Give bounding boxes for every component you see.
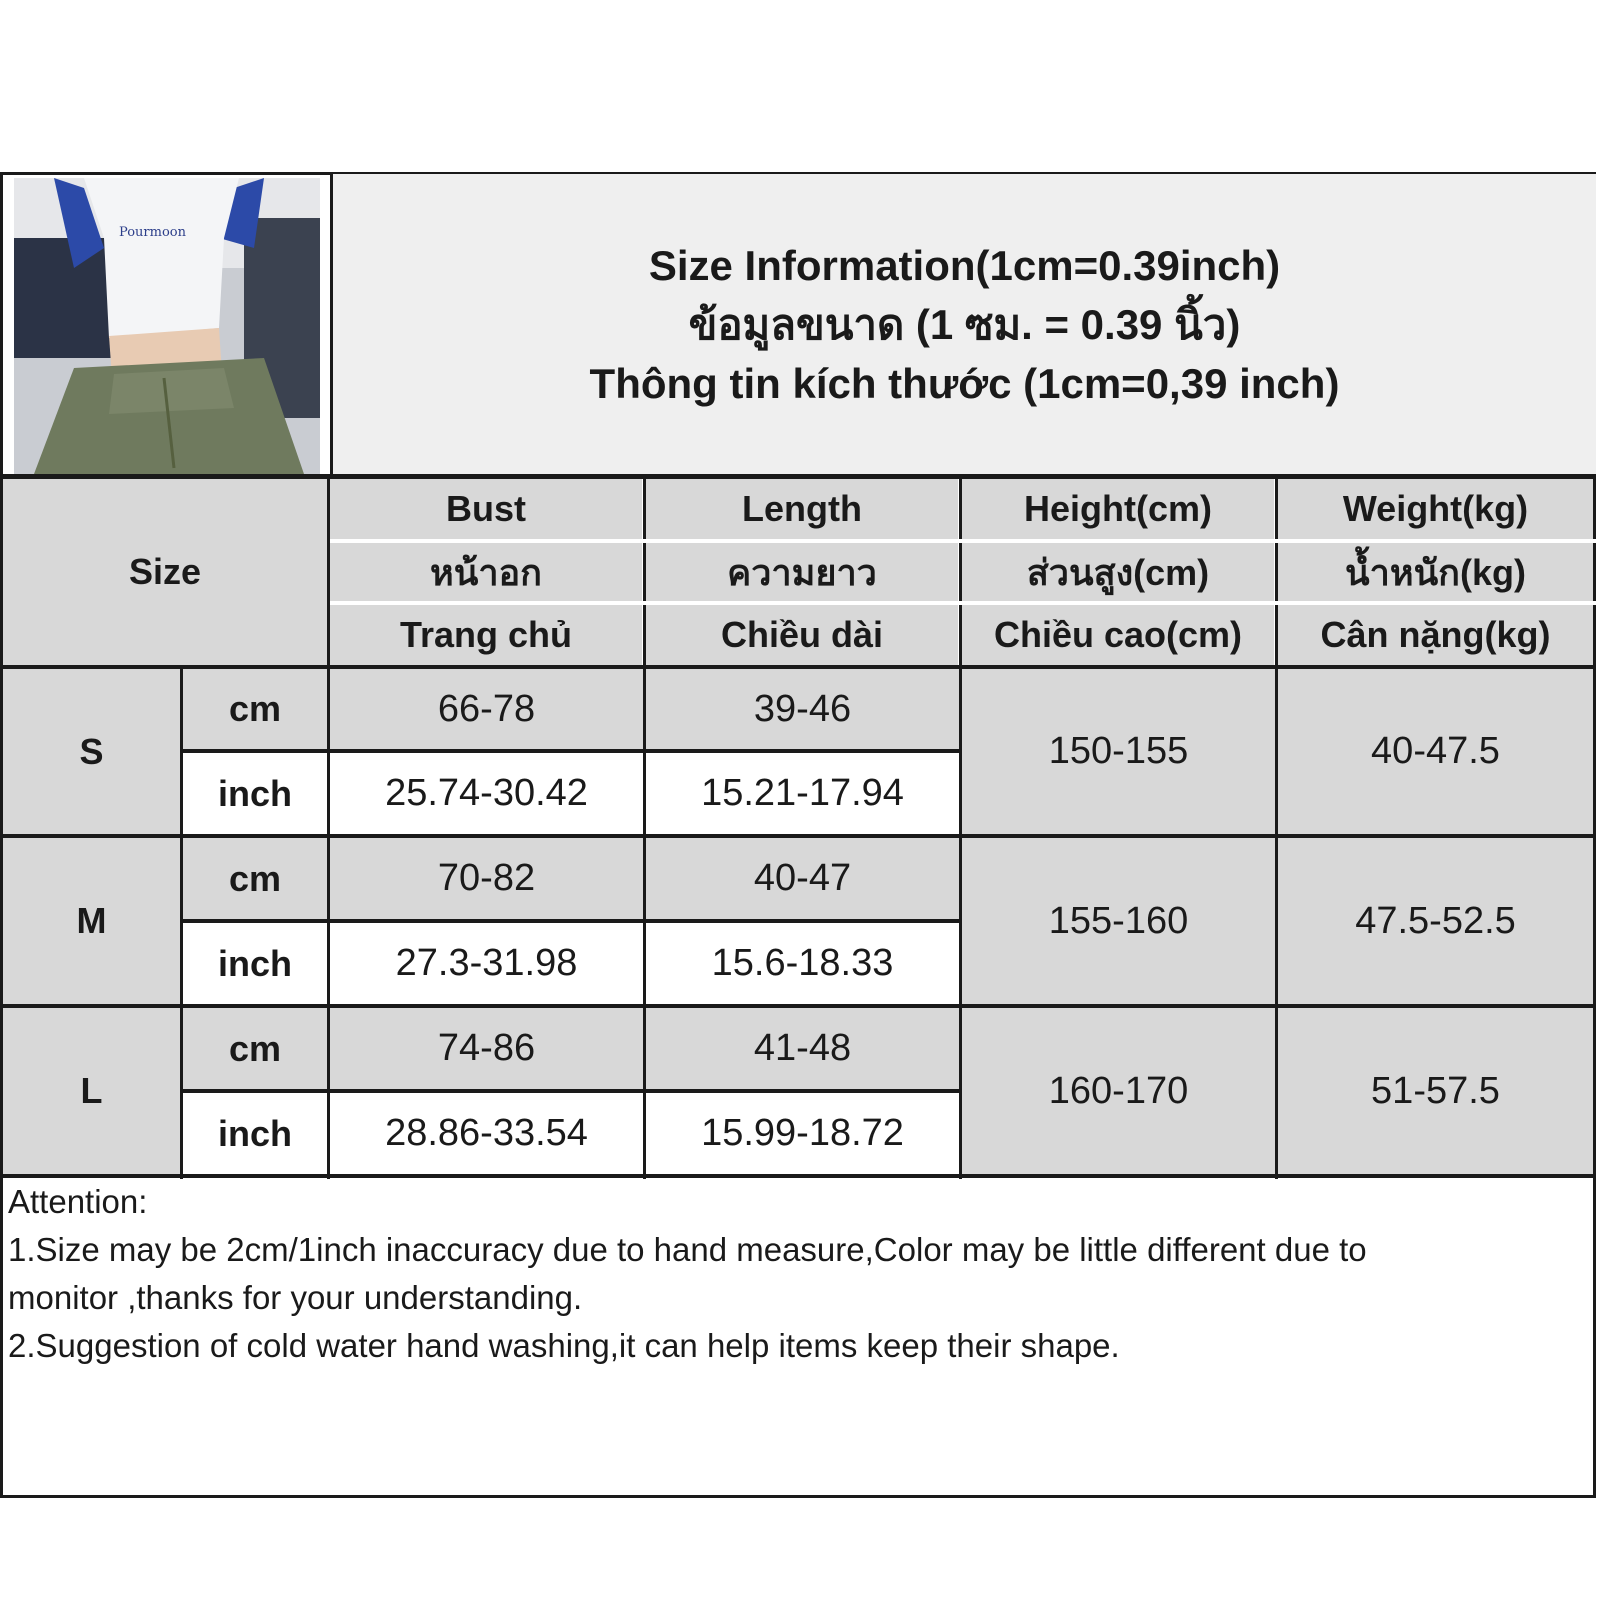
height-header-en: Height(cm) — [962, 479, 1274, 539]
size-s-bust-inch: 25.74-30.42 — [385, 772, 588, 814]
product-photo — [14, 178, 320, 474]
size-s-cm-label: cm — [183, 669, 327, 749]
size-l-length-cm: 41-48 — [646, 1008, 959, 1089]
length-header-vi: Chiều dài — [646, 605, 958, 665]
length-header-th: ความยาว — [646, 543, 958, 601]
size-l-bust-inch: 28.86-33.54 — [385, 1112, 588, 1154]
row-divider — [183, 919, 959, 923]
bust-header-en: Bust — [330, 479, 642, 539]
size-header: Size — [3, 479, 327, 665]
notes-heading: Attention: — [8, 1183, 148, 1220]
size-l-weight: 51-57.5 — [1278, 1008, 1593, 1174]
size-s-bust-cm: 66-78 — [330, 669, 643, 749]
weight-header-th: น้ำหนัก(kg) — [1278, 543, 1593, 601]
size-m-weight: 47.5-52.5 — [1278, 838, 1593, 1004]
notes-line-2: monitor ,thanks for your understanding. — [8, 1279, 583, 1316]
size-m-label: M — [3, 838, 180, 1004]
row-divider — [183, 1089, 959, 1093]
size-l-cm-label: cm — [183, 1008, 327, 1089]
product-photo-illustration — [14, 178, 320, 474]
header-divider — [330, 601, 1596, 605]
attention-notes — [8, 1178, 1588, 1370]
notes-line-1: 1.Size may be 2cm/1inch inaccuracy due to hand measure,Color may be little different due to — [8, 1231, 1367, 1268]
size-m-cm-label: cm — [183, 838, 327, 919]
size-s-weight: 40-47.5 — [1278, 669, 1593, 834]
bust-header-vi: Trang chủ — [330, 605, 642, 665]
header-divider — [330, 539, 1596, 543]
size-m-length-cm: 40-47 — [646, 838, 959, 919]
size-s-label: S — [3, 669, 180, 834]
height-header-th: ส่วนสูง(cm) — [962, 543, 1274, 601]
notes-line-3: 2.Suggestion of cold water hand washing,it can help items keep their shape. — [8, 1327, 1120, 1364]
size-l-length-inch: 15.99-18.72 — [701, 1112, 904, 1154]
size-s-inch-label: inch — [217, 772, 292, 814]
title-thai: ข้อมูลขนาด (1 ซม. = 0.39 นิ้ว) — [688, 300, 1241, 348]
weight-header-vi: Cân nặng(kg) — [1278, 605, 1593, 665]
size-m-bust-cm: 70-82 — [330, 838, 643, 919]
size-m-bust-inch: 27.3-31.98 — [395, 942, 578, 984]
size-s-length-inch: 15.21-17.94 — [701, 772, 904, 814]
size-l-inch-label: inch — [217, 1112, 292, 1154]
weight-header-en: Weight(kg) — [1278, 479, 1593, 539]
size-m-length-inch: 15.6-18.33 — [711, 942, 894, 984]
length-header-en: Length — [646, 479, 958, 539]
size-l-bust-cm: 74-86 — [330, 1008, 643, 1089]
bust-header-th: หน้าอก — [330, 543, 642, 601]
title-english: Size Information(1cm=0.39inch) — [648, 241, 1281, 289]
row-divider — [183, 749, 959, 753]
title-block — [330, 174, 1596, 474]
svg-text:Pourmoon: Pourmoon — [119, 225, 186, 240]
size-m-inch-label: inch — [217, 942, 292, 984]
height-header-vi: Chiều cao(cm) — [962, 605, 1274, 665]
size-s-height: 150-155 — [962, 669, 1275, 834]
size-m-height: 155-160 — [962, 838, 1275, 1004]
size-l-height: 160-170 — [962, 1008, 1275, 1174]
size-l-label: L — [3, 1008, 180, 1174]
title-vietnamese: Thông tin kích thước (1cm=0,39 inch) — [589, 359, 1340, 407]
size-s-length-cm: 39-46 — [646, 669, 959, 749]
